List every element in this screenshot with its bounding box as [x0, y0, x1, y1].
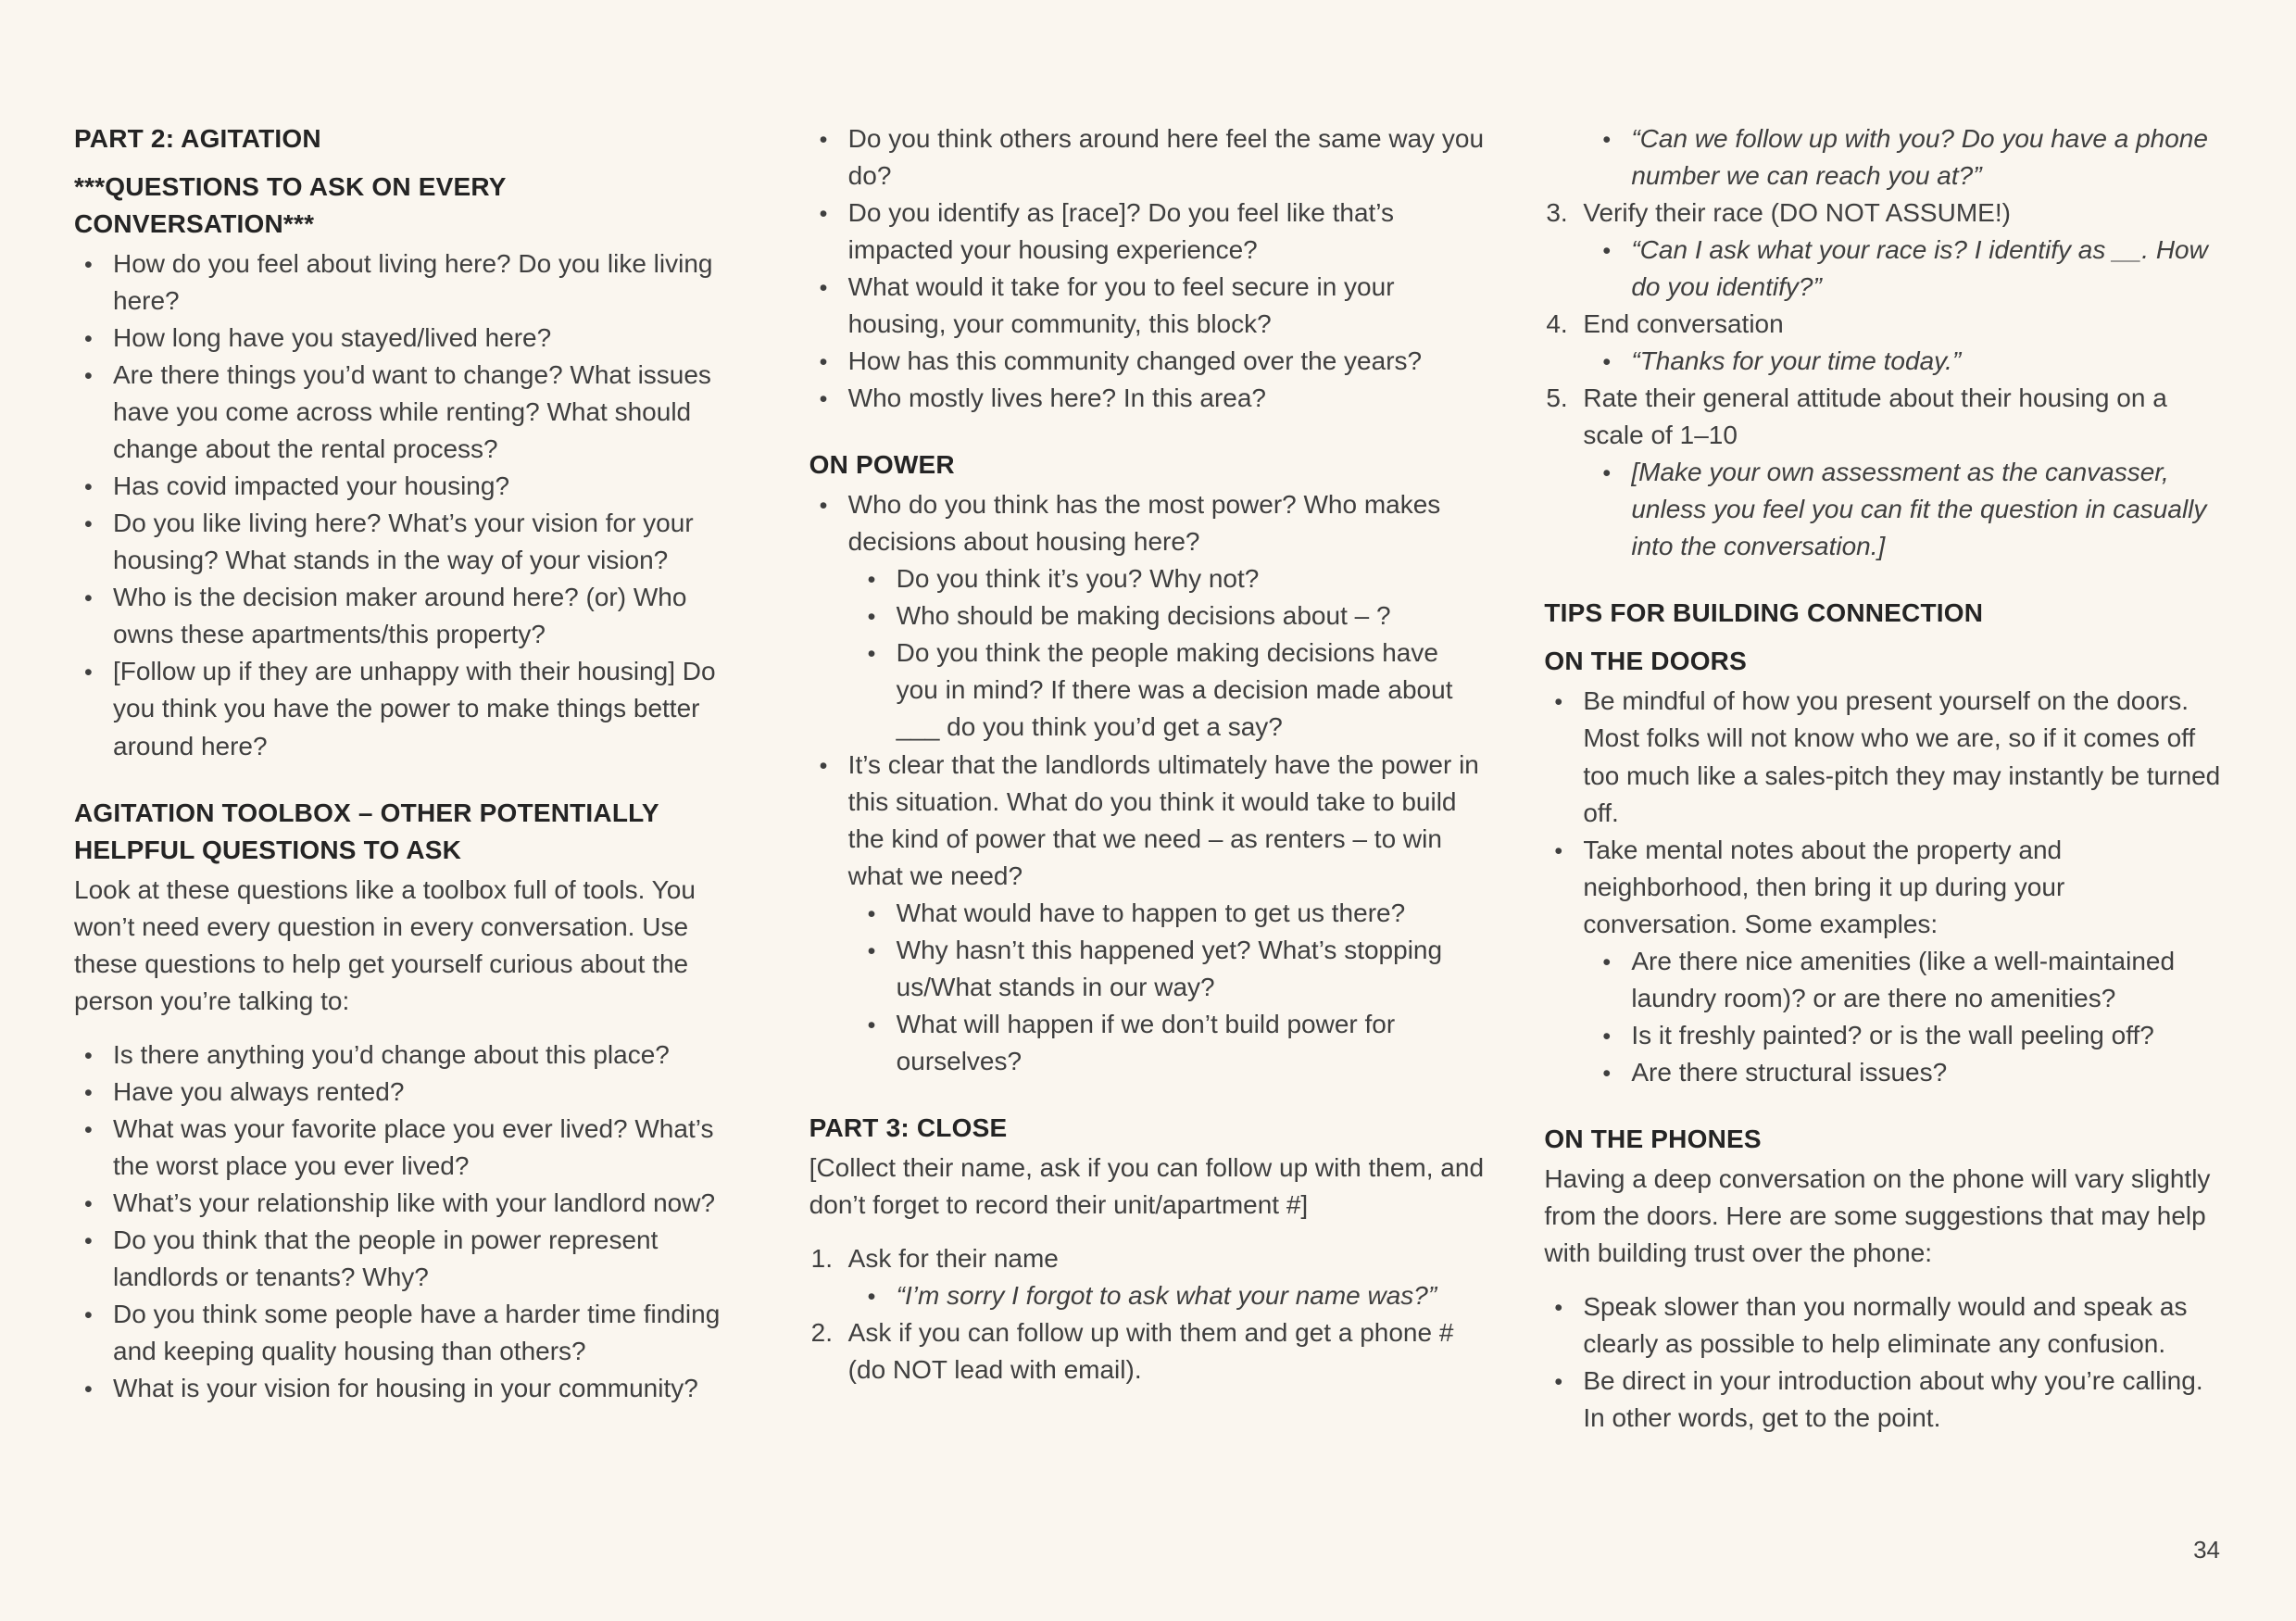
list-item-text: Ask if you can follow up with them and get a phone # (do NOT lead with email). — [847, 1317, 1454, 1384]
list-item-text: Who do you think has the most power? Who makes decisions about housing here? — [847, 490, 1441, 557]
bullet-marker: • — [1554, 1294, 1563, 1321]
list-item — [1592, 1017, 2222, 1054]
bullet-list — [809, 120, 1487, 417]
list-item-text: Do you think some people have a harder time finding and keeping quality housing than others? — [113, 1299, 721, 1365]
bullet-marker: • — [84, 1079, 93, 1106]
bullet-marker: • — [819, 386, 828, 413]
list-item-text: Are there things you’d want to change? What issues have you come across while renting? What should change about the rental process? — [113, 360, 711, 464]
list-item — [1592, 120, 2222, 195]
bullet-list — [74, 1037, 752, 1407]
list-item — [1592, 343, 2222, 380]
column-middle — [809, 120, 1487, 1389]
list-item — [74, 1222, 752, 1296]
bullet-list — [1544, 120, 2222, 565]
list-item-text: What would it take for you to feel secure in your housing, your community, this block? — [847, 272, 1395, 339]
section-heading: TIPS FOR BUILDING CONNECTION — [1544, 598, 1984, 628]
bullet-marker: • — [1554, 837, 1563, 864]
list-item-text: “I’m sorry I forgot to ask what your name was?” — [896, 1280, 1437, 1310]
number-marker: 1. — [810, 1243, 834, 1273]
bullet-marker: • — [867, 567, 876, 594]
bullet-marker: • — [819, 201, 828, 228]
list-item — [858, 597, 1487, 635]
list-item — [74, 357, 752, 468]
list-item — [74, 579, 752, 653]
list-item-text: Be mindful of how you present yourself on the doors. Most folks will not know who we are, so if it comes off too much like a sales-pitch they may instantly be turned off. — [1583, 686, 2221, 827]
bullet-marker: • — [867, 1283, 876, 1310]
bullet-marker: • — [1602, 1060, 1612, 1087]
list-item — [809, 380, 1487, 417]
bullet-marker: • — [84, 1301, 93, 1328]
bullet-list — [809, 486, 1487, 1080]
bullet-marker: • — [867, 900, 876, 927]
section-heading: PART 3: CLOSE — [809, 1112, 1008, 1142]
list-item-text: Verify their race (DO NOT ASSUME!) — [1583, 198, 2011, 228]
column-right — [1544, 120, 2222, 1437]
list-item-text: What would have to happen to get us there? — [896, 898, 1406, 927]
list-item — [809, 1240, 1487, 1277]
bullet-marker: • — [1602, 238, 1612, 265]
bullet-marker: • — [84, 474, 93, 501]
bullet-marker: • — [84, 1227, 93, 1254]
list-item-text: Rate their general attitude about their housing on a scale of 1–10 — [1583, 383, 2167, 450]
list-item — [858, 932, 1487, 1006]
list-item — [74, 1074, 752, 1111]
columns-container — [74, 120, 2222, 1437]
bullet-marker: • — [819, 127, 828, 153]
list-item-text: [Follow up if they are unhappy with their housing] Do you think you have the power to make things better around here? — [113, 657, 716, 760]
list-item — [1544, 832, 2222, 943]
list-item-text: Do you identify as [race]? Do you feel like that’s impacted your housing experience? — [847, 198, 1395, 265]
list-item-text: What is your vision for housing in your community? — [113, 1374, 698, 1402]
list-item-text: Who is the decision maker around here? (or) Who owns these apartments/this property? — [113, 583, 687, 649]
list-item-text: What was your favorite place you ever lived? What’s the worst place you ever lived? — [113, 1113, 714, 1180]
list-item-text: Have you always rented? — [113, 1076, 405, 1106]
bullet-list — [1544, 1288, 2222, 1437]
paragraph: Look at these questions like a toolbox full of tools. You won’t need every question in every conversation. Use these questions to help get yourself curious about the person you’re talking to: — [74, 874, 696, 1015]
list-item-text: End conversation — [1583, 309, 1784, 339]
bullet-marker: • — [819, 493, 828, 520]
list-item-text: Are there nice amenities (like a well-maintained laundry room)? or are there no amenities? — [1631, 946, 2176, 1012]
list-item-text: Ask for their name — [847, 1243, 1059, 1273]
list-item-text: What’s your relationship like with your landlord now? — [113, 1187, 716, 1217]
list-item — [1592, 1054, 2222, 1091]
bullet-marker: • — [84, 326, 93, 353]
list-item — [809, 343, 1487, 380]
list-item — [74, 1037, 752, 1074]
list-item-text: Has covid impacted your housing? — [113, 471, 510, 501]
bullet-marker: • — [84, 1376, 93, 1402]
number-marker: 5. — [1546, 383, 1568, 413]
bullet-marker: • — [1602, 127, 1612, 153]
list-item-text: Be direct in your introduction about why you’re calling. In other words, get to the point. — [1583, 1365, 2203, 1432]
bullet-marker: • — [819, 275, 828, 302]
bullet-marker: • — [1602, 349, 1612, 376]
section-heading: ***QUESTIONS TO ASK ON EVERY CONVERSATION*** — [74, 172, 507, 239]
bullet-marker: • — [84, 1042, 93, 1069]
list-item — [858, 1006, 1487, 1080]
bullet-marker: • — [1602, 949, 1612, 975]
list-item-text: Do you think that the people in power represent landlords or tenants? Why? — [113, 1225, 659, 1291]
bullet-marker: • — [84, 363, 93, 390]
list-item — [858, 560, 1487, 597]
list-item-text: How has this community changed over the years? — [847, 346, 1423, 376]
list-item-text: Speak slower than you normally would and speak as clearly as possible to help eliminate any confusion. — [1583, 1291, 2188, 1358]
list-item-text: “Can I ask what your race is? I identify as __. How do you identify?” — [1631, 235, 2208, 302]
bullet-marker: • — [867, 937, 876, 964]
list-item — [809, 120, 1487, 195]
bullet-list — [1544, 683, 2222, 1090]
list-item — [1544, 1288, 2222, 1363]
section-heading: ON POWER — [809, 450, 955, 480]
bullet-marker: • — [84, 585, 93, 612]
list-item — [74, 505, 752, 579]
list-item — [74, 468, 752, 505]
list-item — [74, 653, 752, 764]
list-item — [858, 895, 1487, 932]
list-item — [809, 486, 1487, 560]
list-item-text: Do you think it’s you? Why not? — [896, 564, 1260, 594]
list-item — [1544, 1363, 2222, 1437]
list-item — [858, 635, 1487, 746]
paragraph: [Collect their name, ask if you can follow up with them, and don’t forget to record their unit/apartment #] — [809, 1152, 1485, 1219]
list-item — [858, 1277, 1487, 1314]
bullet-marker: • — [84, 1190, 93, 1217]
list-item-text: How do you feel about living here? Do you like living here? — [113, 249, 713, 316]
list-item-text: It’s clear that the landlords ultimately have the power in this situation. What do you think it would take to build the kind of power that we need – as renters – to win what we need? — [847, 749, 1479, 890]
bullet-list — [74, 245, 752, 764]
list-item-text: Are there structural issues? — [1631, 1057, 1948, 1087]
bullet-marker: • — [867, 641, 876, 668]
list-item — [1592, 943, 2222, 1017]
list-item-text: “Thanks for your time today.” — [1631, 346, 1962, 376]
list-item — [74, 1185, 752, 1222]
bullet-list — [809, 1240, 1487, 1389]
section-heading: PART 2: AGITATION — [74, 124, 321, 153]
list-item-text: How long have you stayed/lived here? — [113, 323, 552, 353]
section-heading: ON THE DOORS — [1544, 647, 1747, 676]
bullet-marker: • — [1602, 460, 1612, 487]
list-item-text: Who mostly lives here? In this area? — [847, 383, 1266, 413]
list-item — [1544, 683, 2222, 831]
page-number: 34 — [2193, 1535, 2220, 1564]
list-item-text: Do you think others around here feel the same way you do? — [847, 124, 1485, 191]
bullet-marker: • — [1554, 1368, 1563, 1395]
list-item — [74, 1296, 752, 1370]
bullet-marker: • — [819, 349, 828, 376]
list-item — [1544, 380, 2222, 454]
bullet-marker: • — [867, 1012, 876, 1038]
paragraph: Having a deep conversation on the phone will vary slightly from the doors. Here are some suggestions that may help with building trust over the phone: — [1544, 1163, 2211, 1267]
list-item-text: Take mental notes about the property and neighborhood, then bring it up during your conversation. Some examples: — [1583, 835, 2065, 938]
list-item — [1544, 306, 2222, 343]
list-item — [809, 1314, 1487, 1389]
list-item-text: Do you think the people making decisions have you in mind? If there was a decision made about ___ do you think you’d get a say? — [896, 638, 1453, 742]
section-heading: ON THE PHONES — [1544, 1124, 1762, 1153]
number-marker: 3. — [1546, 198, 1568, 228]
bullet-marker: • — [84, 511, 93, 538]
list-item — [74, 1111, 752, 1185]
bullet-marker: • — [84, 252, 93, 279]
list-item — [74, 320, 752, 357]
bullet-marker: • — [84, 1116, 93, 1143]
bullet-marker: • — [867, 604, 876, 631]
list-item — [1592, 232, 2222, 306]
list-item-text: Why hasn’t this happened yet? What’s stopping us/What stands in our way? — [896, 935, 1443, 1001]
section-heading: AGITATION TOOLBOX – OTHER POTENTIALLY HELPFUL QUESTIONS TO ASK — [74, 798, 659, 864]
list-item-text: What will happen if we don’t build power for ourselves? — [896, 1009, 1396, 1075]
list-item-text: [Make your own assessment as the canvasser, unless you feel you can fit the question in casually into the conversation.] — [1631, 458, 2207, 561]
list-item-text: Is there anything you’d change about this place? — [113, 1039, 670, 1069]
list-item — [74, 1370, 752, 1407]
number-marker: 2. — [810, 1317, 834, 1347]
bullet-marker: • — [1602, 1023, 1612, 1049]
column-left — [74, 120, 752, 1407]
bullet-marker: • — [84, 660, 93, 686]
list-item — [1544, 195, 2222, 232]
bullet-marker: • — [819, 752, 828, 779]
list-item-text: Do you like living here? What’s your vision for your housing? What stands in the way of your vision? — [113, 509, 694, 575]
list-item-text: Is it freshly painted? or is the wall peeling off? — [1631, 1020, 2154, 1049]
list-item — [1592, 454, 2222, 565]
list-item — [74, 245, 752, 320]
list-item — [809, 269, 1487, 343]
list-item-text: Who should be making decisions about – ? — [896, 601, 1391, 631]
list-item — [809, 195, 1487, 269]
list-item — [809, 747, 1487, 895]
bullet-marker: • — [1554, 689, 1563, 716]
number-marker: 4. — [1546, 309, 1568, 339]
list-item-text: “Can we follow up with you? Do you have a phone number we can reach you at?” — [1631, 124, 2208, 191]
